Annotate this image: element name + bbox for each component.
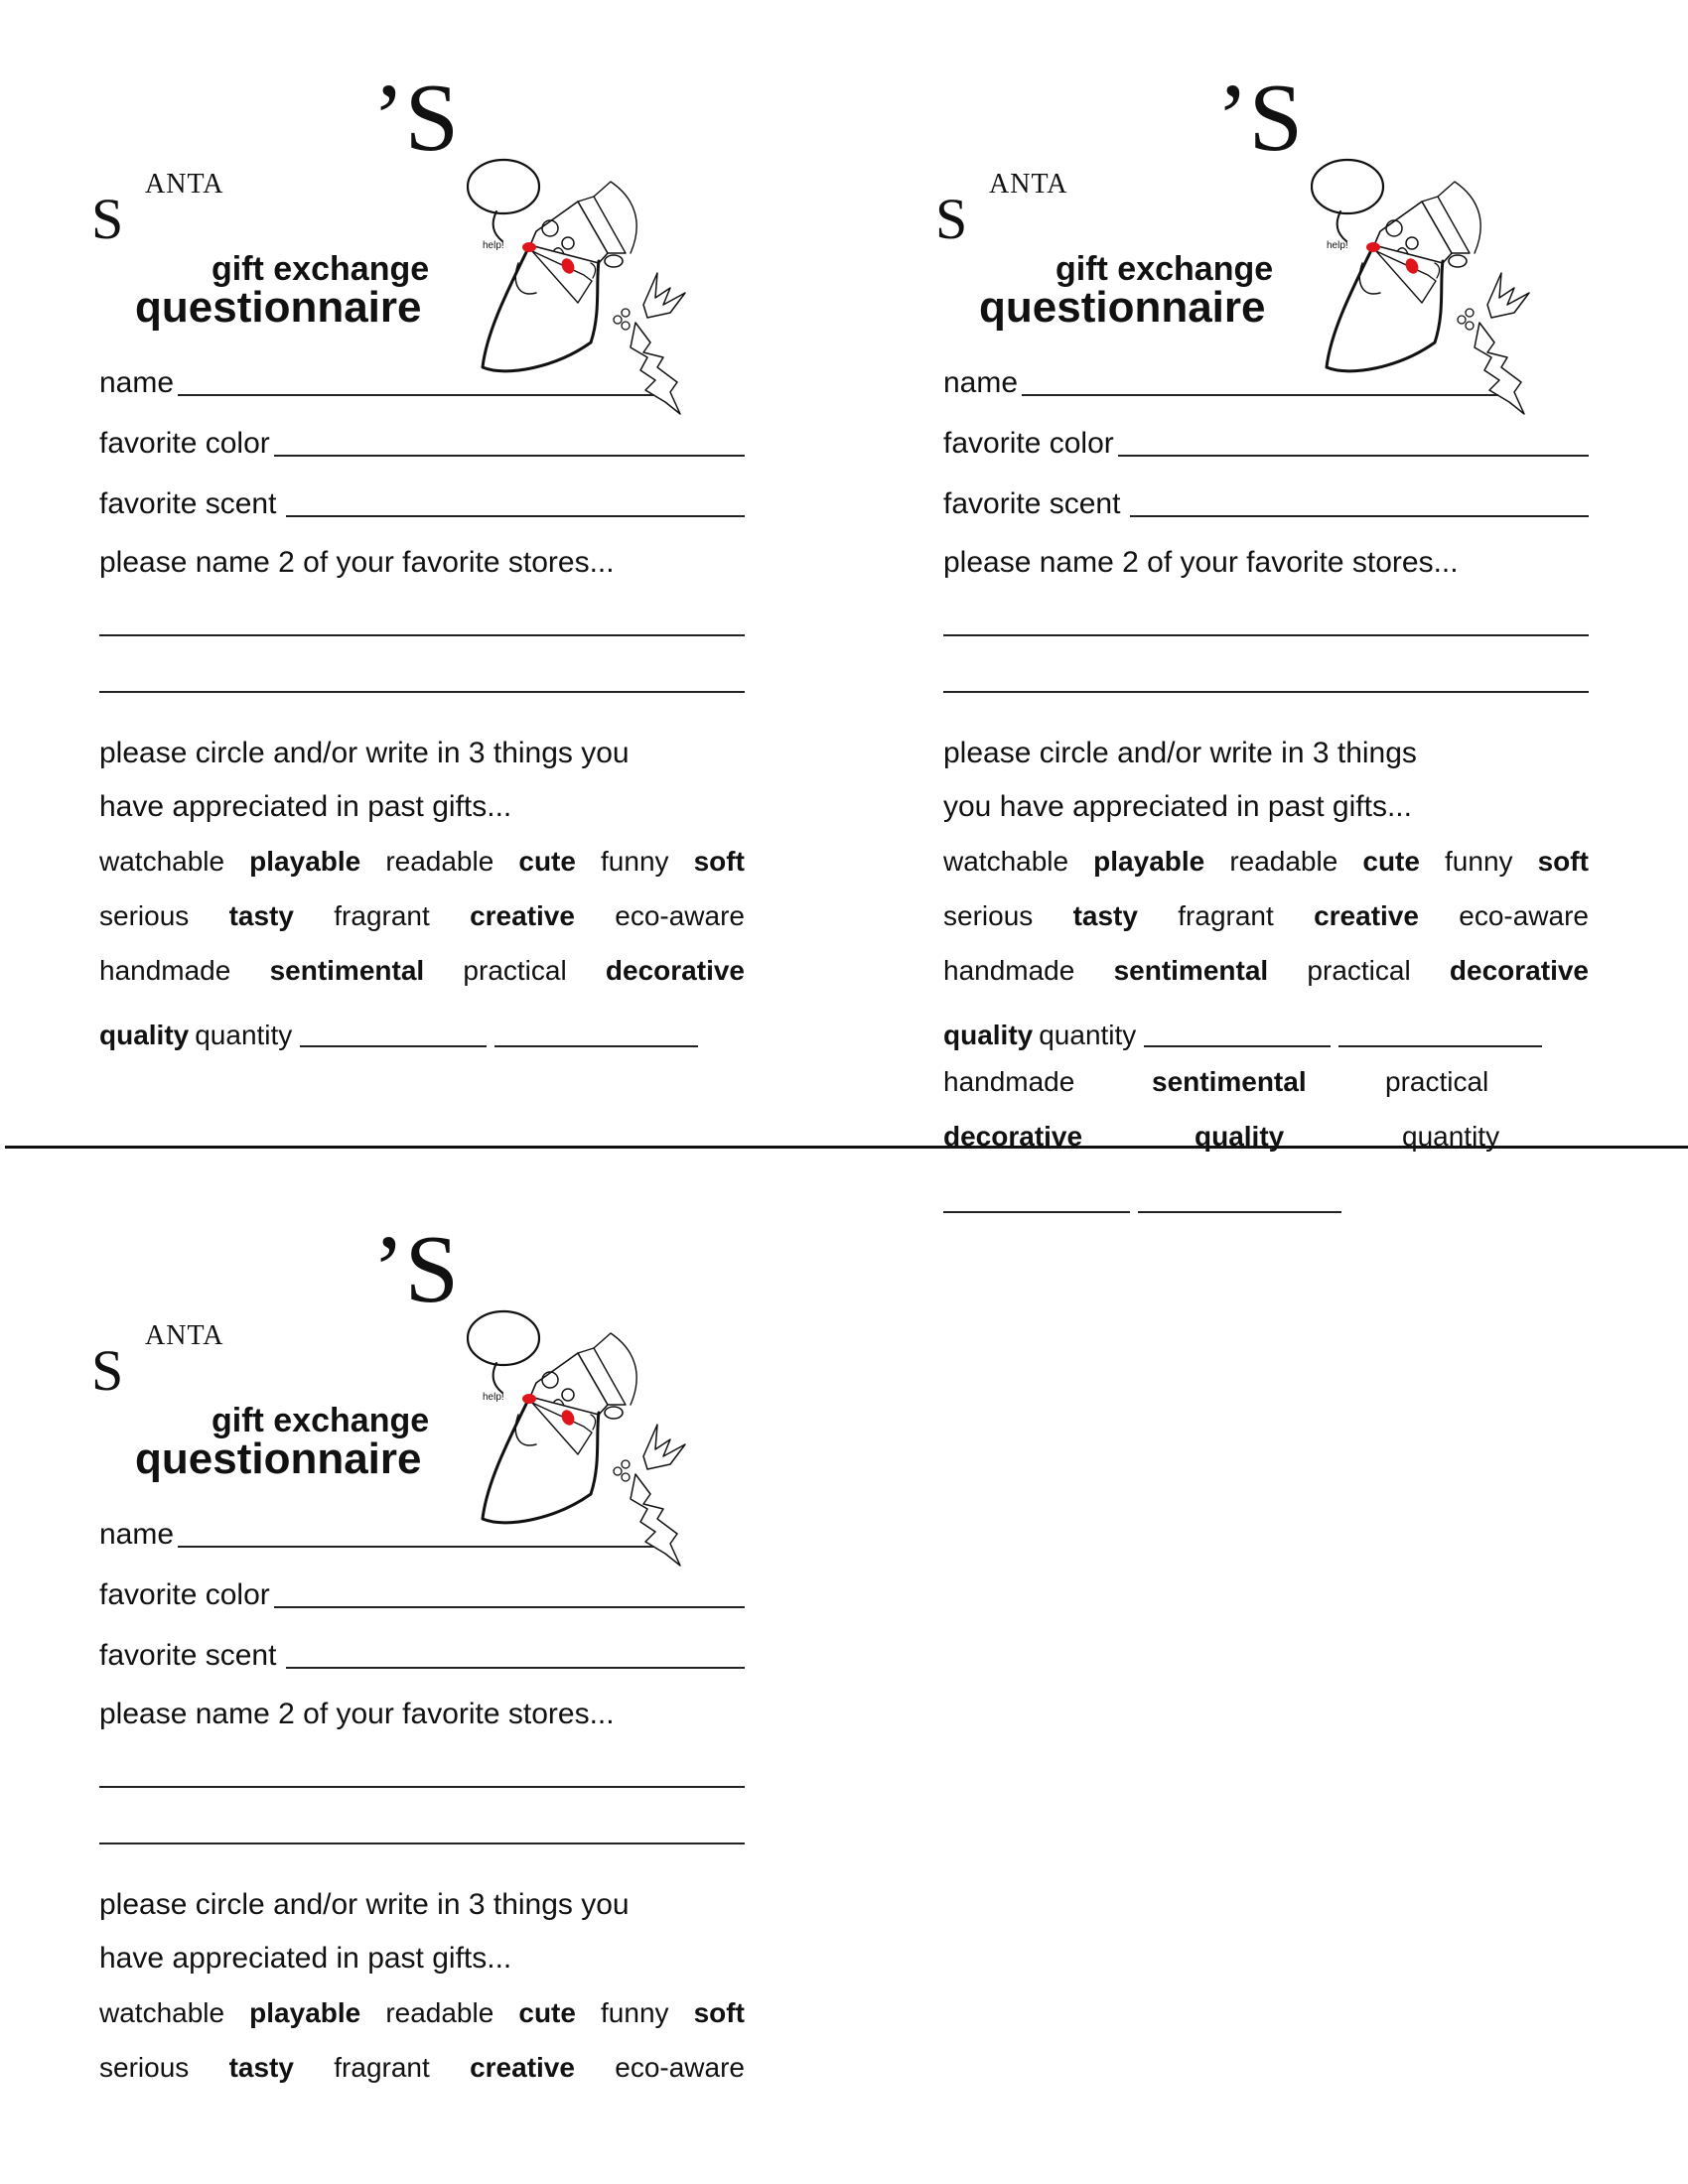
name-field[interactable] <box>943 338 1589 398</box>
word-option-sentimental[interactable]: sentimental <box>1113 955 1269 986</box>
overflow-write-in-lines <box>943 1163 1589 1218</box>
word-option-eco-aware[interactable]: eco-aware <box>615 900 745 931</box>
word-row-3 <box>943 943 1589 998</box>
questionnaire-card-top-right <box>923 40 1678 1218</box>
title-block <box>923 40 1678 338</box>
overflow-word-quantity[interactable]: quantity <box>1402 1120 1500 1152</box>
appreciated-prompt-line-2: have appreciated in past gifts... <box>99 1942 512 1975</box>
title-s: S <box>91 1338 124 1403</box>
word-option-eco-aware[interactable]: eco-aware <box>615 2052 745 2083</box>
questionnaire-card-bottom-left <box>79 1191 834 2095</box>
store-1-input-line[interactable] <box>943 580 1589 636</box>
name-label: name <box>99 366 175 399</box>
word-option-funny[interactable]: funny <box>1445 846 1513 877</box>
favorite-color-input-line[interactable] <box>274 1605 745 1608</box>
favorite-scent-label: favorite scent <box>99 1639 277 1672</box>
word-row-2 <box>99 2040 745 2095</box>
word-option-readable[interactable]: readable <box>1229 846 1338 877</box>
svg-text:help!: help! <box>1327 240 1348 251</box>
word-option-decorative[interactable]: decorative <box>605 955 745 986</box>
word-row-2 <box>943 888 1589 943</box>
word-option-playable[interactable]: playable <box>249 1997 361 2028</box>
appreciated-prompt-line-1: please circle and/or write in 3 things you <box>99 1888 630 1921</box>
write-in-line-1[interactable] <box>300 1045 487 1047</box>
word-option-quantity[interactable]: quantity <box>1039 1020 1137 1051</box>
word-option-funny[interactable]: funny <box>601 846 669 877</box>
word-option-watchable[interactable]: watchable <box>99 846 225 877</box>
overflow-word-decorative[interactable]: decorative <box>943 1120 1083 1152</box>
overflow-word-practical[interactable]: practical <box>1385 1065 1489 1097</box>
word-option-decorative[interactable]: decorative <box>1449 955 1589 986</box>
word-option-soft[interactable]: soft <box>1537 846 1589 877</box>
favorite-color-label: favorite color <box>943 427 1114 460</box>
word-option-funny[interactable]: funny <box>601 1997 669 2028</box>
title-anta: ANTA <box>989 169 1068 200</box>
store-2-input-line[interactable] <box>99 1788 745 1844</box>
title-anta: ANTA <box>145 1320 224 1351</box>
title-gift-exchange: gift exchange <box>1055 250 1274 288</box>
appreciated-prompt-line-2: you have appreciated in past gifts... <box>943 790 1412 823</box>
word-option-quality[interactable]: quality <box>99 1020 190 1051</box>
favorite-scent-input-line[interactable] <box>286 514 745 517</box>
favorite-color-label: favorite color <box>99 427 270 460</box>
word-option-fragrant[interactable]: fragrant <box>1178 900 1274 931</box>
questionnaire-card-top-left <box>79 40 834 1052</box>
word-option-tasty[interactable]: tasty <box>1072 900 1138 931</box>
word-option-cute[interactable]: cute <box>518 1997 576 2028</box>
overflow-write-in-line-2[interactable] <box>1138 1211 1341 1213</box>
favorite-scent-field[interactable] <box>99 1610 745 1671</box>
word-option-quality[interactable]: quality <box>943 1020 1034 1051</box>
favorite-scent-label: favorite scent <box>943 487 1121 520</box>
form-fields <box>99 1489 745 2095</box>
word-option-practical[interactable]: practical <box>1307 955 1411 986</box>
title-s: S <box>935 187 968 251</box>
overflow-word-quality[interactable]: quality <box>1195 1120 1285 1152</box>
title-questionnaire: questionnaire <box>979 283 1266 332</box>
overflow-write-in-line-1[interactable] <box>943 1211 1130 1213</box>
favorite-color-field[interactable] <box>99 1550 745 1610</box>
overflow-word-row-1 <box>943 1054 1589 1109</box>
word-option-fragrant[interactable]: fragrant <box>334 2052 430 2083</box>
word-option-eco-aware[interactable]: eco-aware <box>1459 900 1589 931</box>
svg-text:help!: help! <box>483 240 504 251</box>
word-row-4 <box>943 998 1589 1052</box>
favorite-color-field[interactable] <box>943 398 1589 459</box>
title-questionnaire: questionnaire <box>135 283 422 332</box>
store-2-input-line[interactable] <box>943 636 1589 693</box>
title-apostrophe-s: ’S <box>372 1216 460 1323</box>
word-option-playable[interactable]: playable <box>1093 846 1205 877</box>
word-option-serious[interactable]: serious <box>99 2052 190 2083</box>
favorite-color-input-line[interactable] <box>274 454 745 457</box>
name-input-line[interactable] <box>178 393 654 396</box>
appreciated-prompt-line-1: please circle and/or write in 3 things <box>943 737 1417 769</box>
word-row-1 <box>99 1985 745 2040</box>
word-option-readable[interactable]: readable <box>385 1997 494 2028</box>
stores-prompt: please name 2 of your favorite stores... <box>99 546 615 579</box>
word-option-handmade[interactable]: handmade <box>943 955 1075 986</box>
form-fields <box>943 338 1589 1218</box>
word-option-creative[interactable]: creative <box>1314 900 1419 931</box>
appreciated-prompt-line-1: please circle and/or write in 3 things you <box>99 737 630 769</box>
write-in-line-1[interactable] <box>1144 1045 1331 1047</box>
word-option-creative[interactable]: creative <box>470 2052 575 2083</box>
word-option-handmade[interactable]: handmade <box>99 955 231 986</box>
title-gift-exchange: gift exchange <box>211 250 430 288</box>
favorite-scent-label: favorite scent <box>99 487 277 520</box>
word-option-playable[interactable]: playable <box>249 846 361 877</box>
store-1-input-line[interactable] <box>99 580 745 636</box>
word-option-cute[interactable]: cute <box>1362 846 1420 877</box>
store-1-input-line[interactable] <box>99 1731 745 1788</box>
word-option-fragrant[interactable]: fragrant <box>334 900 430 931</box>
word-option-tasty[interactable]: tasty <box>228 2052 294 2083</box>
word-option-watchable[interactable]: watchable <box>943 846 1069 877</box>
word-option-creative[interactable]: creative <box>470 900 575 931</box>
title-block <box>79 40 834 338</box>
favorite-scent-field[interactable] <box>943 459 1589 519</box>
store-2-input-line[interactable] <box>99 636 745 693</box>
svg-text:help!: help! <box>483 1392 504 1403</box>
favorite-scent-input-line[interactable] <box>286 1666 745 1669</box>
title-gift-exchange: gift exchange <box>211 1402 430 1439</box>
word-row-3 <box>99 943 745 998</box>
form-fields <box>99 338 745 1052</box>
word-row-1 <box>99 834 745 888</box>
overflow-word-sentimental[interactable]: sentimental <box>1152 1065 1307 1097</box>
word-row-2 <box>99 888 745 943</box>
word-row-1 <box>943 834 1589 888</box>
title-s: S <box>91 187 124 251</box>
word-option-tasty[interactable]: tasty <box>228 900 294 931</box>
word-option-cute[interactable]: cute <box>518 846 576 877</box>
favorite-color-input-line[interactable] <box>1118 454 1589 457</box>
favorite-scent-field[interactable] <box>99 459 745 519</box>
word-option-soft[interactable]: soft <box>693 1997 745 2028</box>
stores-prompt: please name 2 of your favorite stores... <box>943 546 1459 579</box>
name-field[interactable] <box>99 338 745 398</box>
word-option-quantity[interactable]: quantity <box>195 1020 293 1051</box>
write-in-line-2[interactable] <box>494 1045 698 1047</box>
word-option-watchable[interactable]: watchable <box>99 1997 225 2028</box>
favorite-color-label: favorite color <box>99 1578 270 1611</box>
favorite-scent-input-line[interactable] <box>1130 514 1589 517</box>
word-option-readable[interactable]: readable <box>385 846 494 877</box>
word-option-sentimental[interactable]: sentimental <box>269 955 425 986</box>
stores-prompt: please name 2 of your favorite stores... <box>99 1698 615 1730</box>
word-row-4 <box>99 998 745 1052</box>
word-option-soft[interactable]: soft <box>693 846 745 877</box>
word-option-practical[interactable]: practical <box>463 955 567 986</box>
overflow-word-handmade[interactable]: handmade <box>943 1065 1075 1097</box>
title-questionnaire: questionnaire <box>135 1434 422 1483</box>
appreciated-prompt-line-2: have appreciated in past gifts... <box>99 790 512 823</box>
name-label: name <box>943 366 1019 399</box>
name-input-line[interactable] <box>1022 393 1498 396</box>
write-in-line-2[interactable] <box>1338 1045 1542 1047</box>
overflow-word-row-2 <box>943 1109 1589 1163</box>
favorite-color-field[interactable] <box>99 398 745 459</box>
title-apostrophe-s: ’S <box>372 65 460 172</box>
title-apostrophe-s: ’S <box>1216 65 1304 172</box>
name-label: name <box>99 1518 175 1551</box>
word-option-serious[interactable]: serious <box>943 900 1034 931</box>
name-input-line[interactable] <box>178 1545 654 1548</box>
word-option-serious[interactable]: serious <box>99 900 190 931</box>
title-block <box>79 1191 834 1489</box>
cut-line-divider <box>5 1146 1688 1149</box>
title-anta: ANTA <box>145 169 224 200</box>
name-field[interactable] <box>99 1489 745 1550</box>
